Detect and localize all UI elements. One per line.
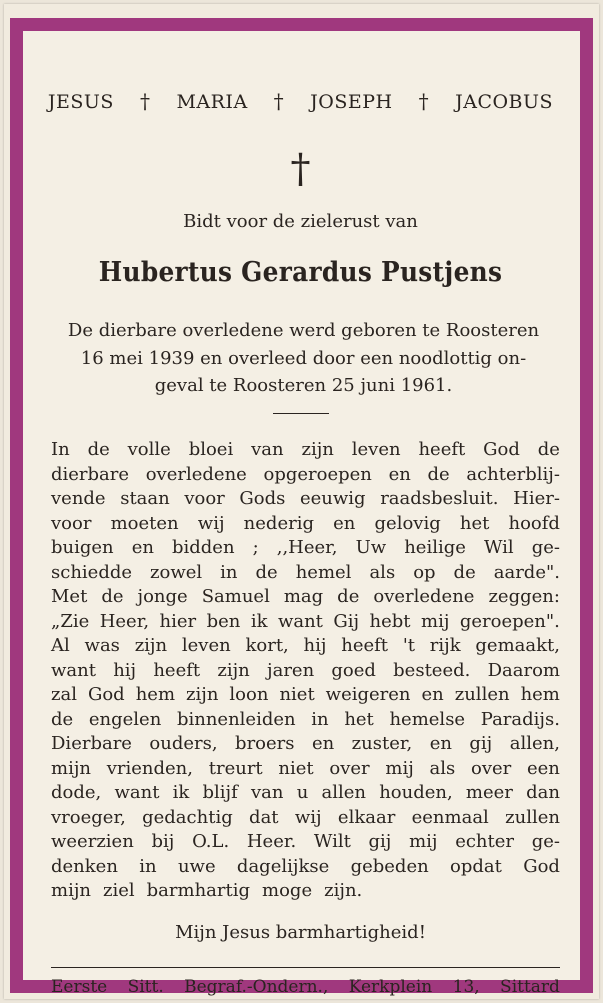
word: gebeden bbox=[350, 855, 429, 877]
word: een bbox=[526, 757, 560, 779]
word: Daarom bbox=[487, 659, 560, 681]
word: in bbox=[311, 708, 329, 730]
word: O.L. bbox=[192, 831, 230, 852]
word: want bbox=[277, 610, 323, 632]
word: hoofd bbox=[508, 512, 560, 534]
word: blijf bbox=[202, 782, 238, 803]
word: als bbox=[369, 561, 396, 583]
word: ben bbox=[206, 610, 241, 632]
word: Uw bbox=[355, 537, 387, 558]
word: mijn bbox=[51, 757, 91, 779]
word: de bbox=[51, 708, 74, 730]
word: heeft bbox=[153, 659, 201, 681]
small-cross-icon: † bbox=[139, 89, 151, 113]
word: de bbox=[337, 586, 360, 607]
word: Wilt bbox=[313, 831, 351, 852]
word: zijn. bbox=[324, 880, 363, 901]
memorial-card bbox=[4, 4, 599, 999]
birth-death-text bbox=[47, 317, 560, 400]
card-content bbox=[37, 45, 564, 997]
word: het bbox=[344, 708, 374, 730]
word: over bbox=[470, 757, 512, 779]
name-maria: MARIA bbox=[176, 91, 248, 113]
text-line bbox=[37, 781, 564, 806]
word: gij bbox=[368, 831, 392, 852]
word: aarde". bbox=[493, 561, 560, 583]
word: gij bbox=[469, 733, 493, 754]
word: leven bbox=[351, 439, 401, 460]
word: bij bbox=[151, 831, 175, 852]
word: „Zie bbox=[51, 610, 90, 632]
word: de bbox=[427, 463, 450, 485]
text-line bbox=[37, 634, 564, 659]
word: nederig bbox=[243, 512, 314, 534]
word: zijn bbox=[301, 439, 334, 460]
word: ouders, bbox=[149, 733, 218, 754]
word: zeggen: bbox=[488, 586, 560, 607]
word: Hier- bbox=[513, 488, 560, 509]
word: van bbox=[251, 439, 284, 460]
word: zijn bbox=[134, 635, 168, 656]
word: hem bbox=[520, 684, 560, 705]
word: overledene bbox=[373, 586, 475, 607]
word: vroeger, bbox=[51, 806, 126, 828]
word: goed bbox=[331, 659, 376, 681]
word: mij bbox=[385, 757, 414, 779]
word: de bbox=[101, 586, 124, 607]
word: voor bbox=[184, 488, 225, 509]
text-line bbox=[37, 438, 564, 463]
word: Gij bbox=[333, 610, 360, 632]
footer-divider bbox=[51, 967, 560, 968]
word: overledene bbox=[145, 463, 247, 485]
word: hier bbox=[159, 610, 197, 632]
word: en bbox=[429, 733, 452, 754]
word: besteed. bbox=[393, 659, 471, 681]
word: opdat bbox=[450, 855, 502, 877]
word: God bbox=[483, 439, 520, 460]
text-line bbox=[37, 830, 564, 855]
text-line bbox=[37, 585, 564, 610]
word: zijn bbox=[186, 684, 219, 705]
word: bidden bbox=[171, 537, 235, 558]
word: heilige bbox=[404, 537, 466, 558]
word: op bbox=[413, 561, 436, 583]
word: ziel bbox=[103, 880, 135, 901]
word: dode, bbox=[51, 782, 102, 803]
text-line bbox=[37, 561, 564, 586]
word: Samuel bbox=[201, 586, 270, 607]
word: Heer. bbox=[246, 831, 297, 852]
word: zijn bbox=[217, 659, 250, 681]
word: wij bbox=[294, 806, 322, 828]
word: hem bbox=[135, 684, 176, 705]
name-joseph: JOSEPH bbox=[310, 91, 393, 113]
word: het bbox=[459, 512, 490, 534]
word: allen, bbox=[509, 733, 560, 754]
text-line bbox=[37, 855, 564, 880]
word: van bbox=[251, 782, 284, 803]
word: mij bbox=[421, 610, 450, 632]
word: allen bbox=[321, 782, 366, 803]
word: barmhartig bbox=[146, 880, 251, 901]
word: heeft bbox=[341, 635, 389, 656]
divider bbox=[273, 413, 329, 414]
word: in bbox=[139, 855, 157, 877]
word: houden, bbox=[379, 782, 453, 803]
word: weigeren bbox=[325, 684, 411, 705]
holy-names-header bbox=[37, 89, 564, 113]
word: zullen bbox=[454, 684, 510, 705]
word: opgeroepen bbox=[263, 463, 372, 485]
word: God bbox=[87, 684, 125, 705]
word: hij bbox=[113, 659, 137, 681]
word: Gods bbox=[239, 488, 286, 509]
word: 't bbox=[402, 635, 415, 656]
text-line bbox=[37, 610, 564, 635]
word: jaren bbox=[267, 659, 315, 681]
word: want bbox=[51, 659, 96, 681]
word: was bbox=[84, 635, 120, 656]
word: eeuwig bbox=[300, 488, 366, 509]
purple-border-frame bbox=[10, 18, 593, 997]
word: staan bbox=[120, 488, 170, 509]
text-line bbox=[37, 512, 564, 537]
text-line bbox=[37, 487, 564, 512]
footer-word: Sittard bbox=[500, 977, 560, 997]
word: achterblij- bbox=[466, 463, 560, 485]
word: en bbox=[131, 537, 154, 558]
word: en bbox=[421, 684, 444, 705]
birth-line: geval te Roosteren 25 juni 1961. bbox=[154, 375, 453, 396]
small-cross-icon: † bbox=[273, 89, 285, 113]
word: moeten bbox=[110, 512, 179, 534]
word: mag bbox=[283, 586, 324, 607]
word: ge- bbox=[531, 537, 560, 558]
closing-prayer: Mijn Jesus barmhartigheid! bbox=[175, 922, 426, 943]
word: kort, bbox=[245, 635, 289, 656]
word: heeft bbox=[418, 439, 466, 460]
word: Heer, bbox=[99, 610, 150, 632]
footer-word: Begraf.-Ondern., bbox=[184, 977, 329, 997]
word: moge bbox=[262, 880, 313, 901]
word: over bbox=[329, 757, 370, 779]
word: gelovig bbox=[374, 512, 441, 534]
birth-line: De dierbare overledene werd geboren te Roosteren bbox=[67, 320, 540, 341]
word: ge- bbox=[531, 831, 560, 852]
word: eenmaal bbox=[411, 806, 489, 828]
word: hemelse bbox=[389, 708, 466, 730]
memorial-text bbox=[37, 438, 564, 904]
word: ik bbox=[172, 782, 190, 803]
word: elkaar bbox=[337, 806, 396, 828]
word: voor bbox=[51, 512, 92, 534]
word: Dierbare bbox=[51, 733, 132, 754]
word: de bbox=[453, 561, 476, 583]
word: God bbox=[523, 855, 560, 877]
large-cross-icon: † bbox=[290, 146, 311, 192]
word: engelen bbox=[88, 708, 162, 730]
word: geroepen". bbox=[459, 610, 560, 632]
footer-word: Kerkplein bbox=[348, 977, 433, 997]
text-line bbox=[37, 683, 564, 708]
word: leven bbox=[181, 635, 231, 656]
text-line bbox=[37, 536, 564, 561]
word: schiedde bbox=[51, 561, 133, 583]
word: de bbox=[537, 439, 560, 460]
word: denken bbox=[51, 855, 118, 877]
footer-word: Eerste bbox=[51, 977, 108, 997]
text-line bbox=[37, 732, 564, 757]
word: hemel bbox=[295, 561, 352, 583]
word: want bbox=[114, 782, 160, 803]
name-jesus: JESUS bbox=[47, 91, 114, 113]
word: ,,Heer, bbox=[276, 537, 338, 558]
word: als bbox=[429, 757, 456, 779]
word: In bbox=[51, 439, 70, 460]
word: gedachtig bbox=[142, 806, 233, 828]
word: ik bbox=[250, 610, 268, 632]
text-line bbox=[37, 806, 564, 831]
word: dat bbox=[249, 806, 279, 828]
word: ; bbox=[252, 537, 259, 558]
word: gemaakt, bbox=[475, 635, 560, 656]
word: Al bbox=[51, 635, 70, 656]
word: bloei bbox=[188, 439, 234, 460]
word: Met bbox=[51, 586, 88, 607]
word: volle bbox=[127, 439, 171, 460]
word: wij bbox=[197, 512, 225, 534]
word: treurt bbox=[208, 757, 263, 779]
word: jonge bbox=[137, 586, 188, 607]
footer-word: 13, bbox=[452, 977, 480, 997]
word: vende bbox=[51, 488, 106, 509]
word: Wil bbox=[483, 537, 514, 558]
word: niet bbox=[278, 757, 314, 779]
word: zuster, bbox=[351, 733, 413, 754]
text-line bbox=[37, 879, 564, 904]
text-line bbox=[37, 659, 564, 684]
word: en bbox=[333, 512, 356, 534]
word: en bbox=[388, 463, 411, 485]
name-jacobus: JACOBUS bbox=[455, 91, 554, 113]
word: dagelijkse bbox=[236, 855, 330, 877]
word: zowel bbox=[150, 561, 203, 583]
birth-line: 16 mei 1939 en overleed door een noodlottig on- bbox=[80, 347, 527, 369]
word: dan bbox=[526, 782, 560, 803]
small-cross-icon: † bbox=[418, 89, 430, 113]
word: loon bbox=[229, 684, 269, 705]
word: uwe bbox=[177, 855, 216, 877]
word: broers bbox=[235, 733, 295, 754]
word: dierbare bbox=[51, 463, 130, 485]
word: niet bbox=[279, 684, 315, 705]
word: vrienden, bbox=[106, 757, 193, 779]
word: hebt bbox=[369, 610, 411, 632]
word: weerzien bbox=[51, 831, 134, 852]
word: mij bbox=[409, 831, 438, 852]
word: in bbox=[220, 561, 238, 583]
text-line bbox=[37, 708, 564, 733]
word: binnenleiden bbox=[176, 708, 296, 730]
word: buigen bbox=[51, 537, 114, 558]
word: de bbox=[255, 561, 278, 583]
word: rijk bbox=[429, 635, 461, 656]
printer-imprint bbox=[51, 977, 560, 997]
word: mijn bbox=[51, 880, 91, 901]
word: hij bbox=[303, 635, 327, 656]
word: echter bbox=[455, 831, 515, 852]
text-line bbox=[37, 757, 564, 782]
word: zullen bbox=[505, 806, 560, 828]
word: raadsbesluit. bbox=[380, 488, 499, 509]
word: Paradijs. bbox=[480, 708, 560, 730]
word: meer bbox=[465, 782, 513, 803]
footer-word: Sitt. bbox=[127, 977, 164, 997]
word: u bbox=[296, 782, 309, 803]
word: en bbox=[311, 733, 335, 754]
text-line bbox=[37, 463, 564, 488]
word: de bbox=[87, 439, 110, 460]
word: zal bbox=[51, 684, 77, 705]
prayer-intro: Bidt voor de zielerust van bbox=[183, 211, 418, 232]
deceased-name: Hubertus Gerardus Pustjens bbox=[98, 257, 503, 288]
